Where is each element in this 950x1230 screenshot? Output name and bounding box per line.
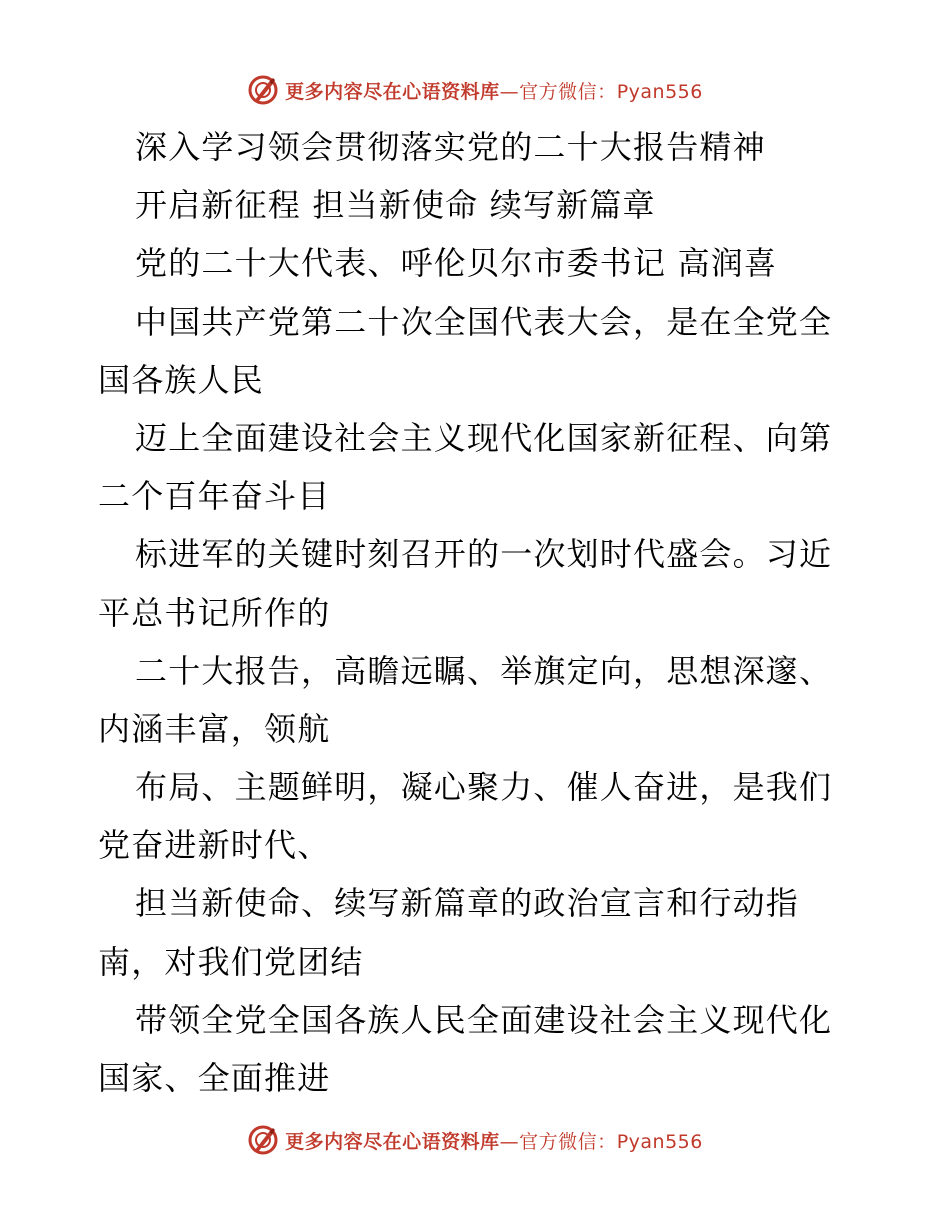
- text-line: 国家、全面推进: [98, 1059, 331, 1097]
- footer-banner-text: 更多内容尽在心语资料库—官方微信：Pyan556: [285, 1130, 703, 1153]
- pen-logo-icon: [247, 1124, 279, 1156]
- footer-banner: [0, 1120, 950, 1160]
- text-line: 二十大报告，高瞻远瞩、举旗定向，思想深邃、: [135, 651, 833, 690]
- pen-logo-icon: [247, 74, 279, 106]
- header-banner: [0, 70, 950, 110]
- text-line: 党的二十大代表、呼伦贝尔市委书记 高润喜: [135, 244, 778, 283]
- text-line: 党奋进新时代、: [98, 826, 331, 865]
- text-line: 南，对我们党团结: [98, 942, 364, 981]
- text-line: 开启新征程 担当新使命 续写新篇章: [135, 186, 656, 225]
- header-banner-text: 更多内容尽在心语资料库—官方微信：Pyan556: [285, 80, 703, 103]
- text-line: 国各族人民: [98, 360, 265, 399]
- text-line: 深入学习领会贯彻落实党的二十大报告精神: [135, 128, 766, 166]
- text-line: 带领全党全国各族人民全面建设社会主义现代化: [135, 1000, 833, 1039]
- text-line: 平总书记所作的: [98, 593, 331, 632]
- text-line: 内涵丰富，领航: [98, 709, 331, 748]
- text-line: 迈上全面建设社会主义现代化国家新征程、向第: [135, 418, 833, 457]
- document-body: [98, 118, 854, 1107]
- text-line: 担当新使命、续写新篇章的政治宣言和行动指: [135, 884, 800, 923]
- text-line: 二个百年奋斗目: [98, 477, 331, 516]
- text-line: 中国共产党第二十次全国代表大会，是在全党全: [135, 302, 833, 341]
- text-line: 标进军的关键时刻召开的一次划时代盛会。习近: [135, 535, 833, 574]
- text-line: 布局、主题鲜明，凝心聚力、催人奋进，是我们: [135, 768, 833, 807]
